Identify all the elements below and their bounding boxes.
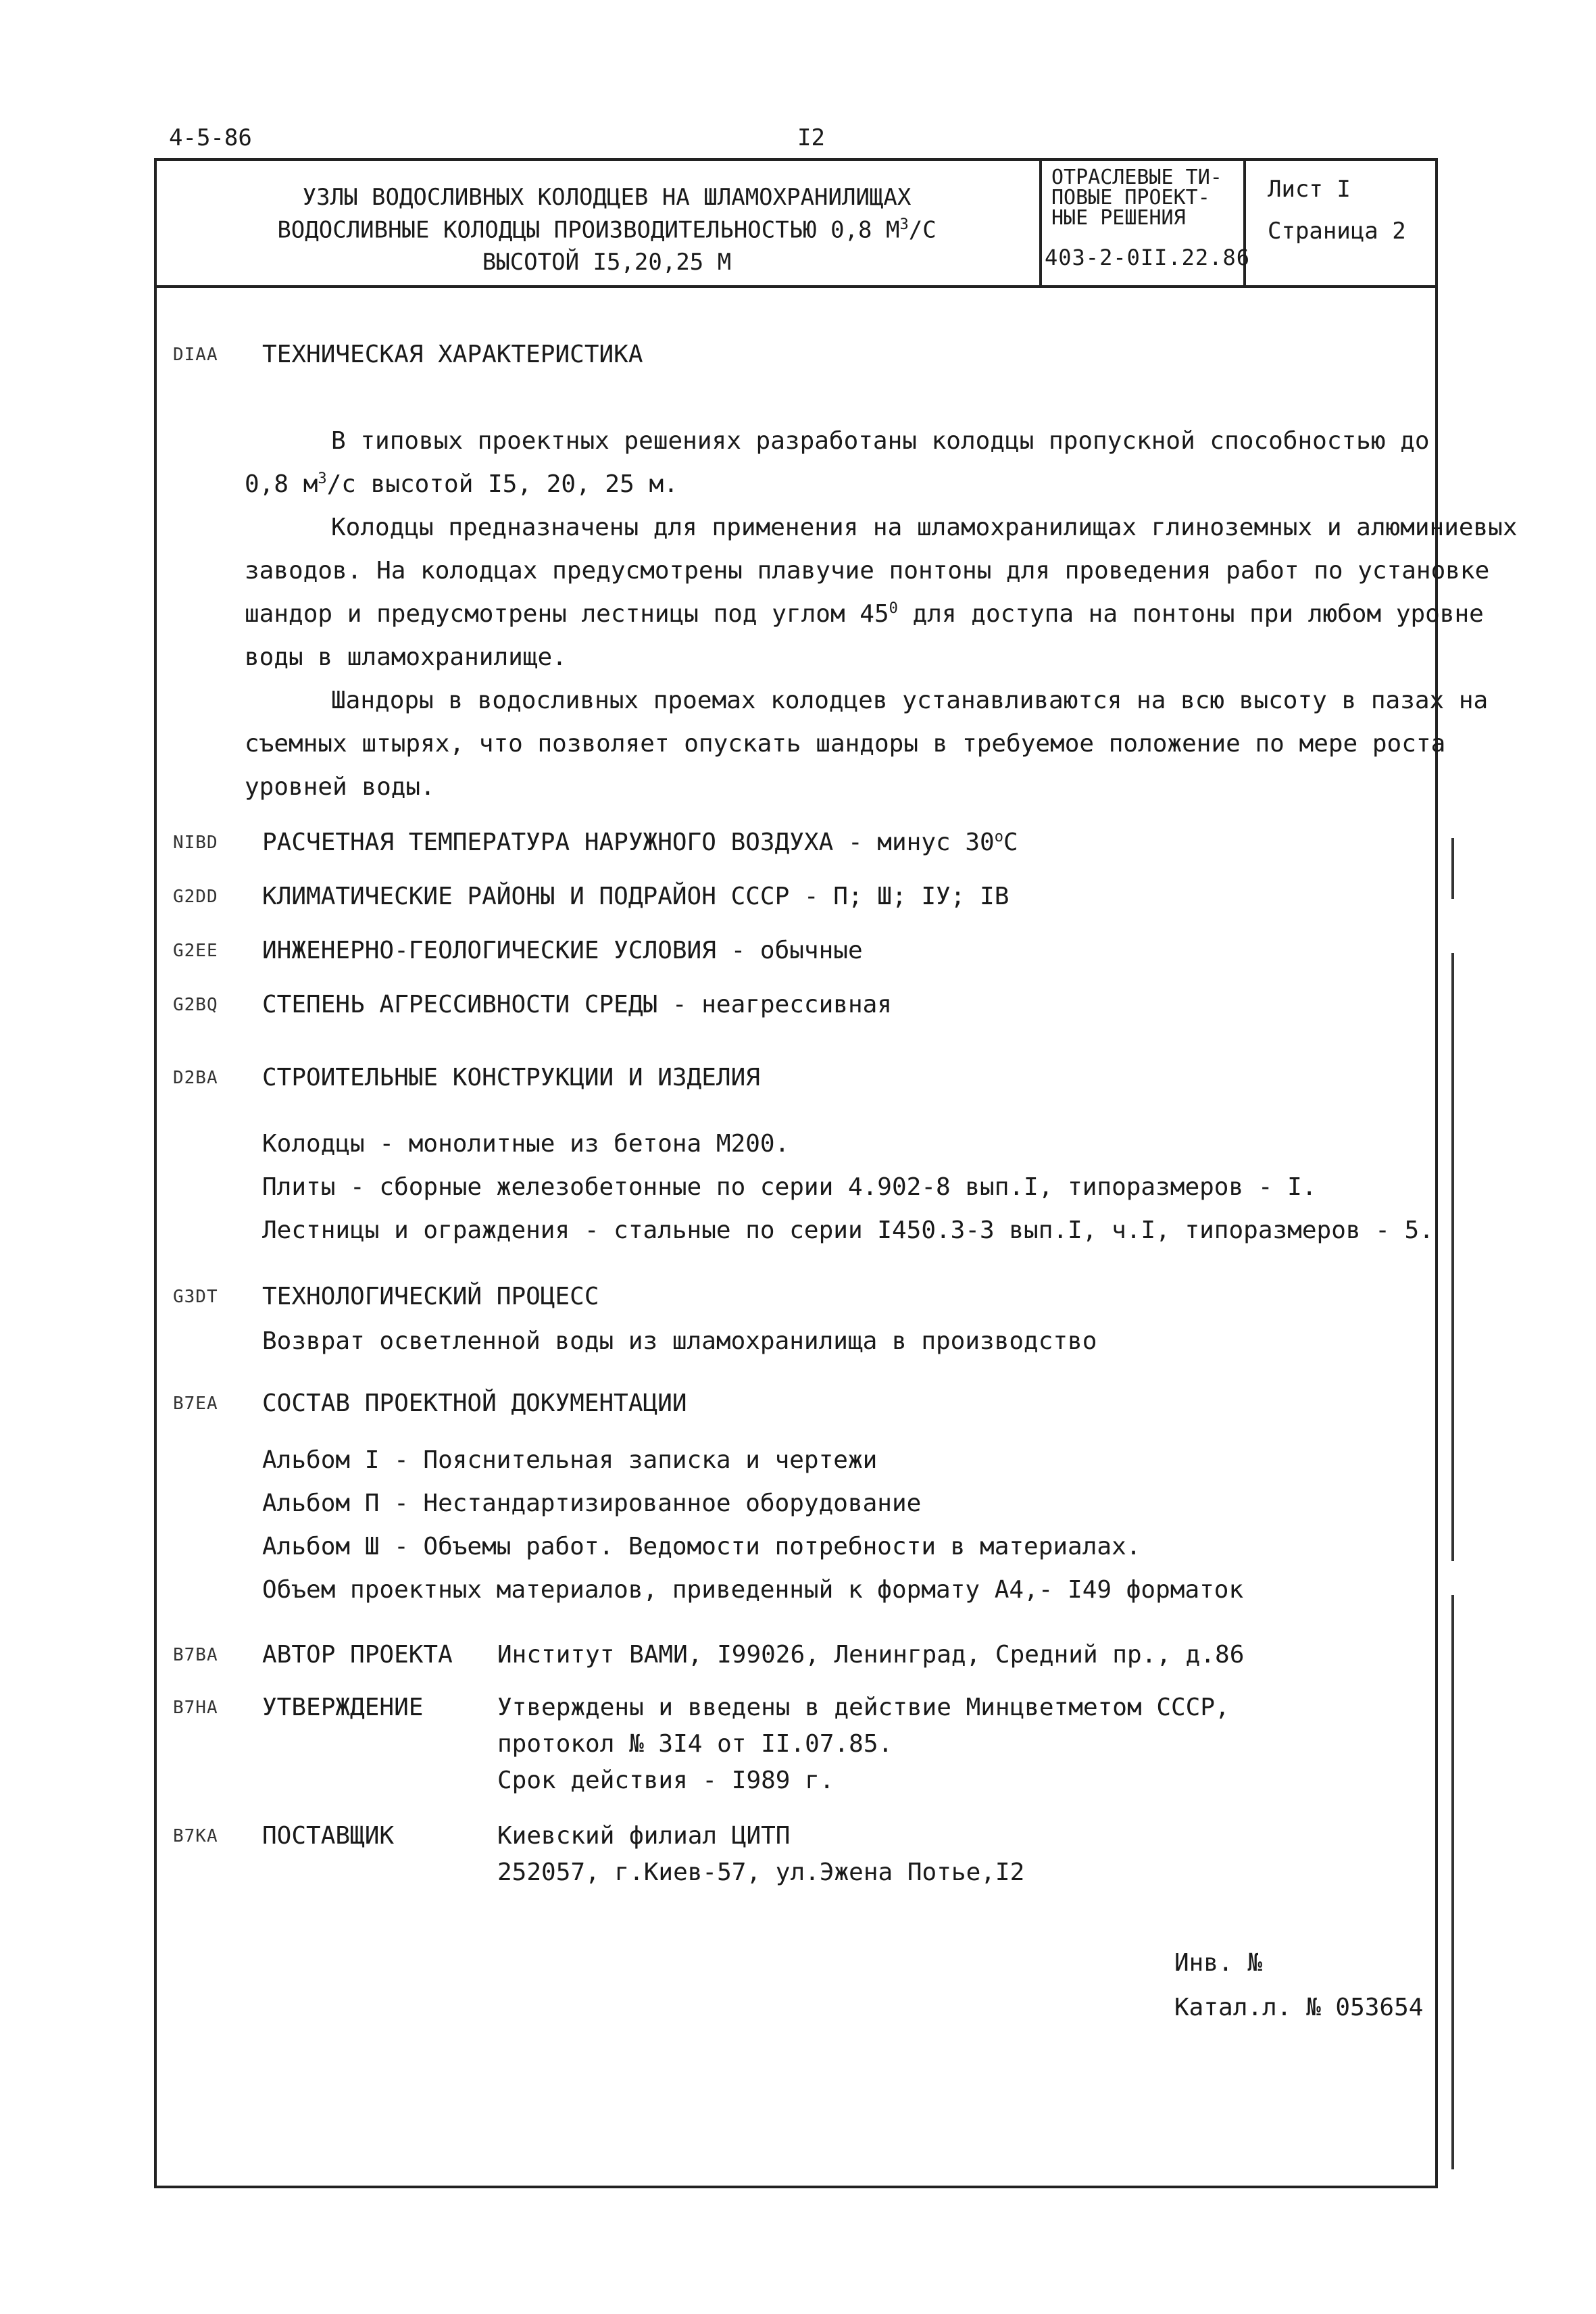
title-divider bbox=[1039, 158, 1042, 288]
paragraph-line: 252057, г.Киев-57, ул.Эжена Потье,I2 bbox=[497, 1858, 1025, 1886]
series-label-1: ОТРАСЛЕВЫЕ ТИ- bbox=[1051, 166, 1222, 189]
section-title: СОСТАВ ПРОЕКТНОЙ ДОКУМЕНТАЦИИ bbox=[262, 1389, 687, 1417]
paragraph-line: Объем проектных материалов, приведенный к формату А4,- I49 форматок bbox=[262, 1576, 1244, 1604]
section-title: СТРОИТЕЛЬНЫЕ КОНСТРУКЦИИ И ИЗДЕЛИЯ bbox=[262, 1064, 760, 1091]
section-line: ИНЖЕНЕРНО-ГЕОЛОГИЧЕСКИЕ УСЛОВИЯ - обычные bbox=[262, 937, 863, 964]
series-label-3: НЫЕ РЕШЕНИЯ bbox=[1051, 206, 1186, 230]
title-line-1: УЗЛЫ ВОДОСЛИВНЫХ КОЛОДЦЕВ НА ШЛАМОХРАНИЛИЩАХ bbox=[302, 184, 912, 211]
paragraph-line: заводов. На колодцах предусмотрены плавучие понтоны для проведения работ по установке bbox=[245, 557, 1490, 585]
section-code: B7HA bbox=[173, 1698, 218, 1718]
paragraph-line: Колодцы предназначены для применения на шламохранилищах глиноземных и алюминиевых bbox=[331, 514, 1518, 541]
series-label-2: ПОВЫЕ ПРОЕКТ- bbox=[1051, 186, 1210, 210]
paragraph-line: Альбом I - Пояснительная записка и чертежи bbox=[262, 1446, 878, 1474]
page-number: I2 bbox=[797, 124, 825, 151]
paragraph-line: Плиты - сборные железобетонные по серии 4.902-8 вып.I, типоразмеров - I. bbox=[262, 1173, 1317, 1201]
series-code: 403-2-0II.22.86 bbox=[1045, 245, 1250, 270]
paragraph-line: Институт ВАМИ, I99026, Ленинград, Средний пр., д.86 bbox=[497, 1641, 1245, 1669]
paragraph-line: 0,8 $м^3/с$ высотой I5, 20, 25 м. bbox=[245, 470, 678, 498]
paragraph-line: Утверждены и введены в действие Минцветметом СССР, bbox=[497, 1694, 1230, 1721]
section-code: B7EA bbox=[173, 1394, 218, 1414]
title-line-2: ВОДОСЛИВНЫЕ КОЛОДЦЫ ПРОИЗВОДИТЕЛЬНОСТЬЮ 0,8 $М^3/С$ bbox=[277, 216, 937, 244]
paragraph-line: Киевский филиал ЦИТП bbox=[497, 1822, 791, 1850]
section-title: ПОСТАВЩИК bbox=[262, 1822, 395, 1850]
section-title: АВТОР ПРОЕКТА bbox=[262, 1641, 453, 1669]
paragraph-line: съемных штырях, что позволяет опускать шандоры в требуемое положение по мере роста bbox=[245, 730, 1446, 758]
section-line: СТЕПЕНЬ АГРЕССИВНОСТИ СРЕДЫ - неагрессивная bbox=[262, 991, 892, 1018]
paragraph-line: протокол № 3I4 от II.07.85. bbox=[497, 1730, 893, 1758]
sheet-page: Страница 2 bbox=[1268, 218, 1406, 245]
section-code: DIAA bbox=[173, 345, 218, 365]
section-title: ТЕХНИЧЕСКАЯ ХАРАКТЕРИСТИКА bbox=[262, 341, 643, 368]
section-code: G2BQ bbox=[173, 995, 218, 1015]
section-code: G3DT bbox=[173, 1287, 218, 1307]
page-date: 4-5-86 bbox=[169, 124, 252, 151]
section-code: NIBD bbox=[173, 833, 218, 853]
title-line-3: ВЫСОТОЙ I5,20,25 М bbox=[482, 249, 732, 276]
section-code: B7KA bbox=[173, 1826, 218, 1846]
paragraph-line: Шандоры в водосливных проемах колодцев устанавливаются на всю высоту в пазах на bbox=[331, 687, 1489, 714]
paragraph-line: В типовых проектных решениях разработаны колодцы пропускной способностью до bbox=[331, 427, 1430, 455]
paragraph-line: уровней воды. bbox=[245, 773, 435, 801]
scan-mark bbox=[1451, 838, 1454, 899]
paragraph-line: шандор и предусмотрены лестницы под углом $45^0$ для доступа на понтоны при любом уровне bbox=[245, 600, 1484, 628]
section-title: ТЕХНОЛОГИЧЕСКИЙ ПРОЦЕСС bbox=[262, 1283, 599, 1310]
paragraph-line: Возврат осветленной воды из шламохранилища в производство bbox=[262, 1327, 1097, 1355]
paragraph-line: Альбом Ш - Объемы работ. Ведомости потребности в материалах. bbox=[262, 1533, 1141, 1560]
section-code: G2DD bbox=[173, 887, 218, 907]
paragraph-line: Альбом П - Нестандартизированное оборудование bbox=[262, 1490, 922, 1517]
section-line: КЛИМАТИЧЕСКИЕ РАЙОНЫ И ПОДРАЙОН СССР - П; Ш; IУ; IВ bbox=[262, 883, 1009, 910]
section-line: РАСЧЕТНАЯ ТЕМПЕРАТУРА НАРУЖНОГО ВОЗДУХА - минус $30^оС$ bbox=[262, 829, 1018, 856]
section-code: B7BA bbox=[173, 1645, 218, 1665]
section-code: D2BA bbox=[173, 1068, 218, 1088]
scan-mark bbox=[1451, 953, 1454, 1561]
catalog-number: Катал.л. № 053654 bbox=[1174, 1994, 1424, 2021]
section-code: G2EE bbox=[173, 941, 218, 961]
paragraph-line: Колодцы - монолитные из бетона М200. bbox=[262, 1130, 790, 1158]
section-title: УТВЕРЖДЕНИЕ bbox=[262, 1694, 424, 1721]
scan-mark bbox=[1451, 1595, 1454, 2169]
sheet-number: Лист I bbox=[1268, 176, 1351, 203]
inventory-number: Инв. № bbox=[1174, 1949, 1263, 1977]
paragraph-line: воды в шламохранилище. bbox=[245, 643, 567, 671]
paragraph-line: Срок действия - I989 г. bbox=[497, 1767, 834, 1794]
paragraph-line: Лестницы и ограждения - стальные по серии I450.3-3 вып.I, ч.I, типоразмеров - 5. bbox=[262, 1216, 1434, 1244]
